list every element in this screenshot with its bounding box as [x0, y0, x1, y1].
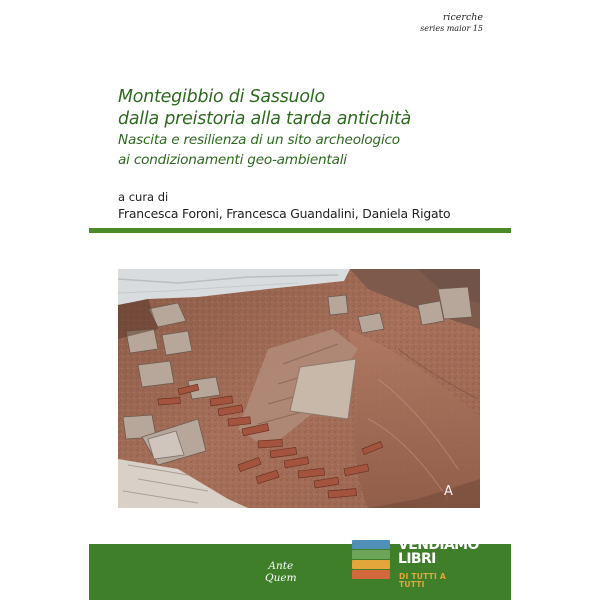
- publisher-line-2: Quem: [265, 572, 297, 584]
- photo-marker: A: [444, 484, 453, 499]
- green-divider: [89, 228, 511, 233]
- watermark-line-1: VENDIAMO: [398, 537, 479, 553]
- series-name: ricerche: [442, 12, 483, 23]
- subtitle-line-1: Nascita e resilienza di un sito archeologico: [118, 132, 400, 148]
- editors-block: [118, 190, 450, 222]
- publisher-line-1: Ante: [268, 560, 294, 572]
- excavation-photo: [118, 269, 480, 508]
- series-label: [420, 12, 483, 34]
- title-line-2: dalla preistoria alla tarda antichità: [118, 109, 412, 129]
- books-stack-icon: [352, 540, 392, 586]
- title-line-1: Montegibbio di Sassuolo: [118, 87, 325, 107]
- title-block: [118, 86, 411, 170]
- editors-names: Francesca Foroni, Francesca Guandalini, Daniela Rigato: [118, 206, 451, 221]
- publisher-logo: [265, 560, 297, 584]
- editors-label: a cura di: [118, 190, 169, 204]
- series-number: series maior 15: [420, 24, 483, 33]
- watermark-logo: [352, 536, 479, 594]
- watermark-line-2: LIBRI: [398, 551, 436, 567]
- subtitle-line-2: ai condizionamenti geo-ambientali: [118, 152, 347, 168]
- watermark-line-3: DI TUTTI A TUTTI: [399, 572, 446, 589]
